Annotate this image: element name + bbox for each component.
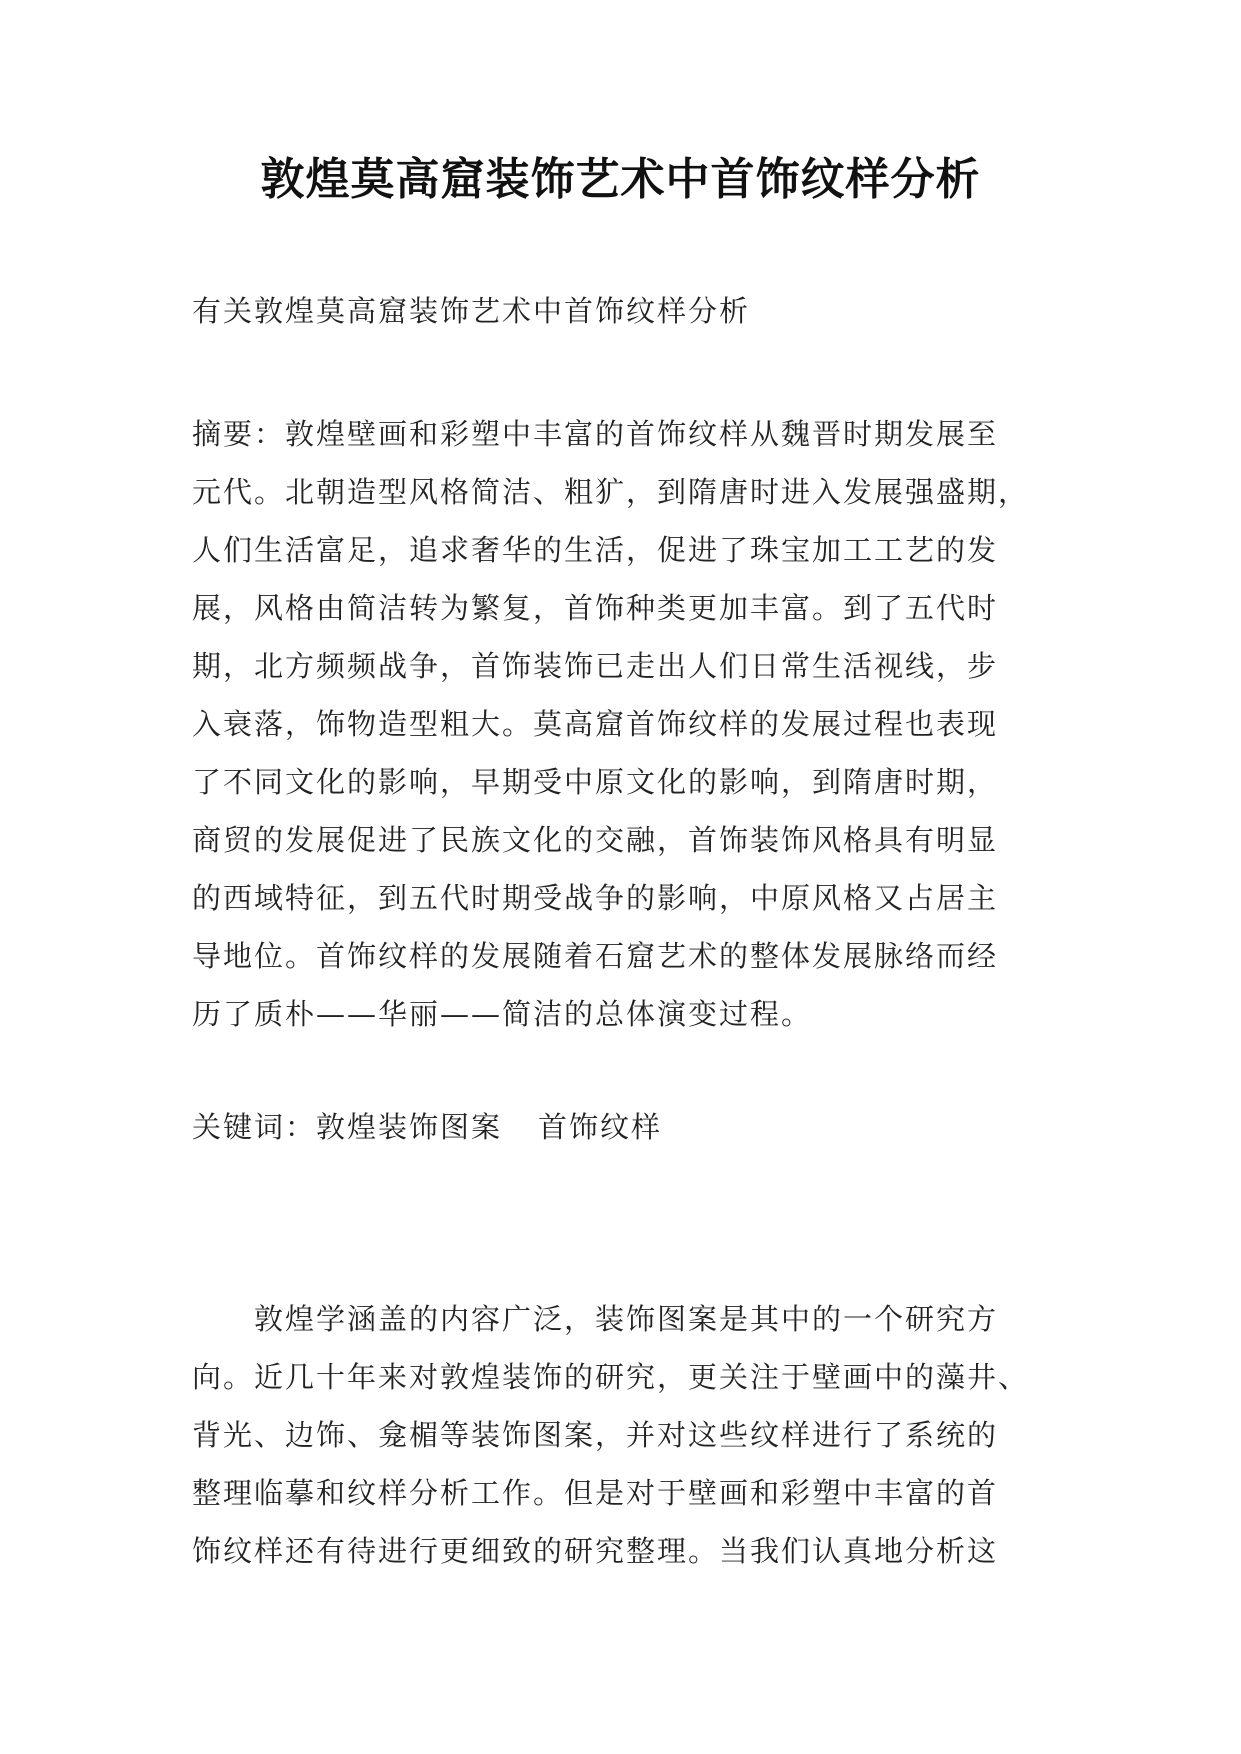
body-line: 整理临摹和纹样分析工作。但是对于壁画和彩塑中丰富的首 [192,1476,999,1510]
abstract-line: 人们生活富足，追求奢华的生活，促进了珠宝加工工艺的发 [192,533,999,567]
document-subtitle: 有关敦煌莫高窟装饰艺术中首饰纹样分析 [192,294,751,328]
keyword-item: 首饰纹样 [538,1110,663,1144]
abstract-line: 商贸的发展促进了民族文化的交融，首饰装饰风格具有明显 [192,823,999,857]
body-line: 向。近几十年来对敦煌装饰的研究，更关注于壁画中的藻井、 [192,1360,1030,1394]
abstract-line: 展，风格由简洁转为繁复，首饰种类更加丰富。到了五代时 [192,591,999,625]
abstract-line: 历了质朴——华丽——简洁的总体演变过程。 [192,997,813,1031]
body-line: 背光、边饰、龛楣等装饰图案，并对这些纹样进行了系统的 [192,1418,999,1452]
keywords-line [192,1107,1062,1147]
body-paragraph [192,1290,1062,1580]
abstract-line: 摘要：敦煌壁画和彩塑中丰富的首饰纹样从魏晋时期发展至 [192,417,999,451]
abstract-line: 了不同文化的影响，早期受中原文化的影响，到隋唐时期， [192,765,999,799]
keywords-label: 关键词：敦煌装饰图案 [192,1110,503,1144]
document-title: 敦煌莫高窟装饰艺术中首饰纹样分析 [260,154,981,205]
abstract-line: 的西域特征，到五代时期受战争的影响，中原风格又占居主 [192,881,999,915]
abstract-line: 导地位。首饰纹样的发展随着石窟艺术的整体发展脉络而经 [192,939,999,973]
abstract-line: 元代。北朝造型风格简洁、粗犷，到隋唐时进入发展强盛期， [192,475,1030,509]
body-line: 敦煌学涵盖的内容广泛，装饰图案是其中的一个研究方 [192,1302,999,1336]
abstract-line: 入衰落，饰物造型粗大。莫高窟首饰纹样的发展过程也表现 [192,707,999,741]
abstract-paragraph [192,405,1062,1043]
body-line: 饰纹样还有待进行更细致的研究整理。当我们认真地分析这 [192,1534,999,1568]
abstract-line: 期，北方频频战争，首饰装饰已走出人们日常生活视线，步 [192,649,999,683]
